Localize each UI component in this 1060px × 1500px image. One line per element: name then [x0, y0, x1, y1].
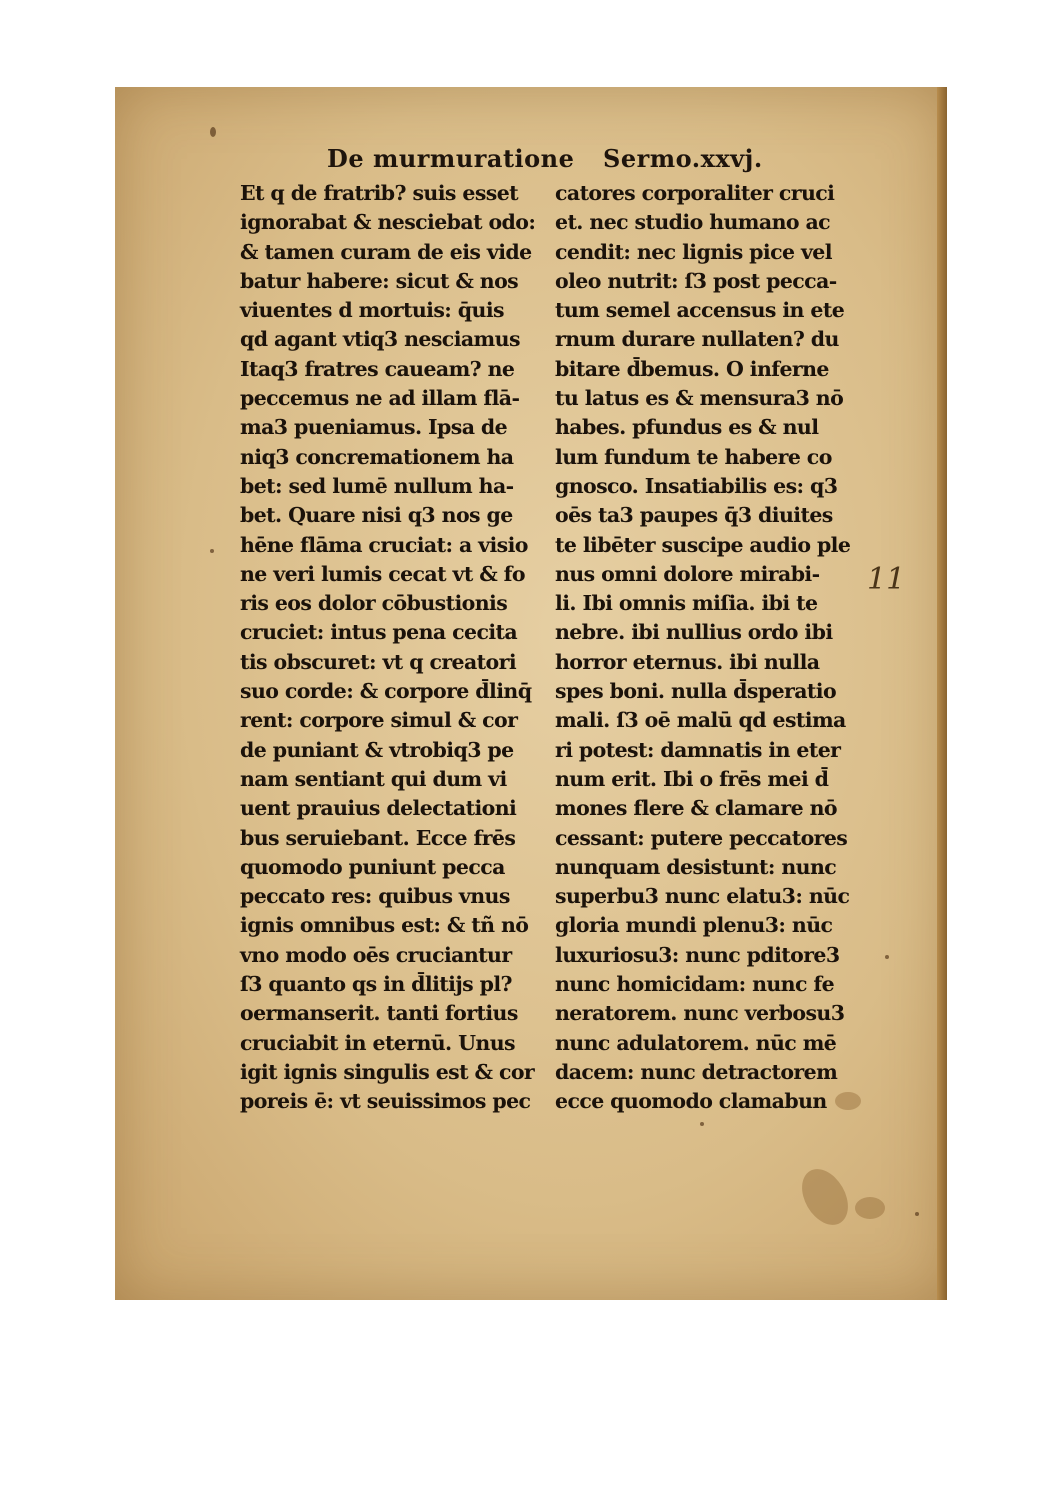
text-line: uent prauius delectationi: [240, 796, 517, 821]
text-line: & tamen curam de eis vide: [240, 239, 532, 264]
text-line: et. nec studio humano ac: [555, 210, 831, 235]
text-line: suo corde: & corpore d̄linq̄: [240, 679, 532, 704]
text-line: tis obscuret: vt q creatori: [240, 649, 517, 674]
text-line: te libēter suscipe audio ple: [555, 532, 851, 557]
text-line: batur habere: sicut & nos: [240, 268, 519, 293]
foxing-stain: [835, 1092, 861, 1110]
text-line: cruciet: intus pena cecita: [240, 620, 518, 645]
ink-fleck: [915, 1212, 919, 1216]
ink-fleck: [885, 955, 889, 959]
text-line: horror eternus. ibi nulla: [555, 649, 820, 674]
text-line: ignis omnibus est: & tñ nō: [240, 913, 529, 938]
running-head: [115, 144, 947, 176]
text-line: gnosco. Insatiabilis es: q3: [555, 473, 838, 498]
text-line: ri potest: damnatis in eter: [555, 737, 841, 762]
text-line: hēne flāma cruciat: a visio: [240, 532, 528, 557]
text-line: mali. ſ3 oē malū qd estima: [555, 708, 846, 733]
ink-fleck: [700, 1122, 704, 1126]
left-text-column: [240, 179, 540, 1117]
text-line: bus seruiebant. Ecce frēs: [240, 825, 516, 850]
text-line: oēs ta3 paupes q̄3 diuites: [555, 503, 833, 528]
text-line: ma3 pueniamus. Ipsa de: [240, 415, 508, 440]
text-line: nam sentiant qui dum vi: [240, 766, 507, 791]
text-line: ignorabat & nesciebat odo:: [240, 210, 536, 235]
text-line: catores corporaliter cruci: [555, 181, 835, 205]
right-text-column: [555, 179, 855, 1117]
text-line: nus omni dolore mirabi-: [555, 561, 820, 586]
parchment-page: [115, 87, 947, 1300]
text-line: Et q de fratrib? suis esset: [240, 181, 519, 205]
text-line: poreis ē: vt seuissimos pec: [240, 1089, 531, 1114]
running-head-title: De murmuratione: [327, 144, 575, 173]
text-line: lum fundum te habere co: [555, 444, 832, 469]
text-line: bet: sed lumē nullum ha-: [240, 473, 514, 498]
text-line: peccemus ne ad illam flā-: [240, 386, 520, 411]
text-line: viuentes d mortuis: q̄uis: [240, 298, 504, 323]
text-line: num erit. Ibi o frēs mei d̄: [555, 766, 829, 791]
text-line: Itaq3 fratres caueam? ne: [240, 356, 515, 381]
text-line: nebre. ibi nullius ordo ibi: [555, 620, 833, 645]
text-line: quomodo puniunt pecca: [240, 854, 505, 879]
margin-note: 11: [867, 562, 906, 597]
text-line: superbu3 nunc elatu3: nūc: [555, 884, 850, 909]
text-line: ne veri lumis cecat vt & fo: [240, 561, 525, 586]
text-line: rent: corpore simul & cor: [240, 708, 518, 733]
ink-fleck: [210, 549, 214, 553]
foxing-stain: [793, 1161, 858, 1233]
text-line: oermanserit. tanti fortius: [240, 1001, 518, 1026]
text-line: habes. pfundus es & nul: [555, 415, 819, 440]
running-head-sermon-number: Sermo.xxvj.: [603, 144, 763, 173]
text-line: vno modo oēs cruciantur: [240, 942, 512, 967]
text-line: spes boni. nulla d̄speratio: [555, 679, 837, 704]
text-line: gloria mundi plenu3: nūc: [555, 913, 833, 938]
text-line: li. Ibi omnis miſia. ibi te: [555, 591, 818, 616]
text-line: peccato res: quibus vnus: [240, 884, 510, 909]
page-edge: [937, 87, 947, 1300]
text-line: cruciabit in eternū. Unus: [240, 1030, 515, 1055]
text-line: tu latus es & mensura3 nō: [555, 386, 844, 411]
text-line: rnum durare nullaten? du: [555, 327, 839, 352]
text-line: cendit: nec lignis pice vel: [555, 239, 832, 264]
text-line: neratorem. nunc verbosu3: [555, 1001, 845, 1026]
ink-fleck: [210, 127, 216, 137]
text-line: ris eos dolor cōbustionis: [240, 591, 508, 616]
text-line: bet. Quare nisi q3 nos ge: [240, 503, 513, 528]
text-line: luxuriosu3: nunc pditore3: [555, 942, 840, 967]
text-line: nunc adulatorem. nūc mē: [555, 1030, 837, 1055]
text-line: ſ3 quanto qs in d̄litijs pl?: [240, 972, 512, 997]
text-line: nunc homicidam: nunc fe: [555, 972, 835, 997]
text-line: de puniant & vtrobiq3 pe: [240, 737, 514, 762]
text-line: nunquam desistunt: nunc: [555, 854, 837, 879]
text-line: cessant: putere peccatores: [555, 825, 848, 850]
text-line: bitare d̄bemus. O inferne: [555, 356, 829, 381]
text-line: ecce quomodo clamabun: [555, 1089, 827, 1114]
text-line: igit ignis singulis est & cor: [240, 1059, 535, 1084]
text-line: niq3 concremationem ha: [240, 444, 514, 469]
text-line: qd agant vtiq3 nesciamus: [240, 327, 520, 352]
text-line: oleo nutrit: ſ3 post pecca-: [555, 268, 837, 293]
text-line: tum semel accensus in ete: [555, 298, 845, 323]
text-line: dacem: nunc detractorem: [555, 1059, 838, 1084]
text-line: mones flere & clamare nō: [555, 796, 837, 821]
foxing-stain: [855, 1197, 885, 1219]
